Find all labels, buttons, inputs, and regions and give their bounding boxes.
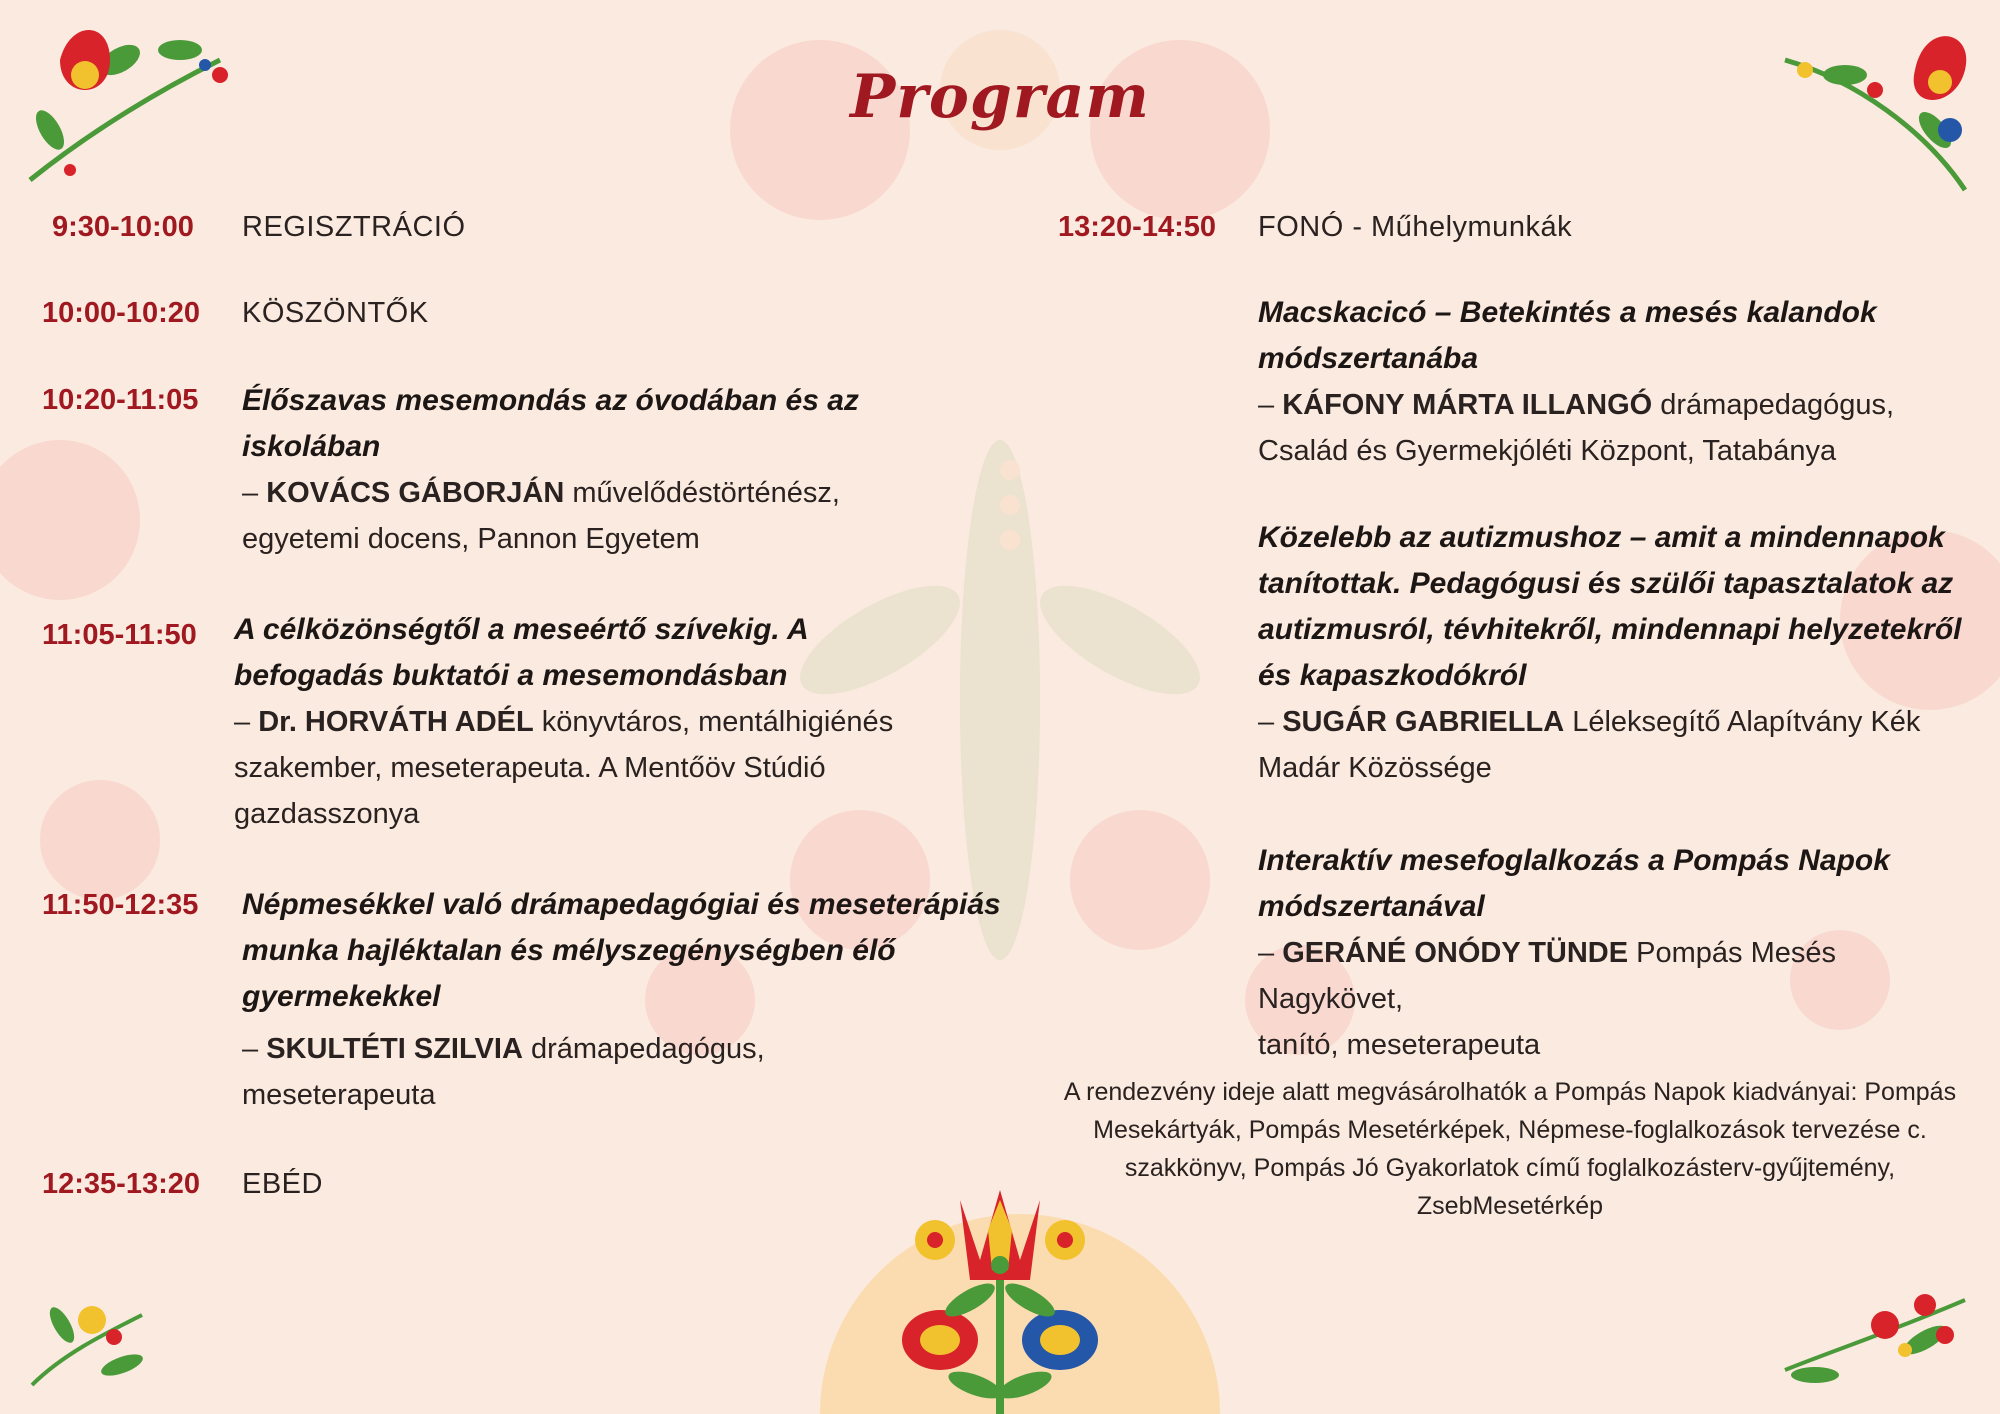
talk2-speaker-line [234, 699, 1014, 745]
ws3-dash: – [1258, 937, 1283, 969]
ws1-speaker: KÁFONY MÁRTA ILLANGÓ [1282, 389, 1653, 421]
workshop-3 [1258, 838, 1978, 1068]
session-talk2 [234, 607, 1014, 837]
ws2-title-l1: Közelebb az autizmushoz – amit a mindennapok [1258, 521, 1945, 554]
talk3-title-l3: gyermekekkel [242, 980, 441, 1013]
talk1-speaker-line [242, 470, 1012, 516]
ws3-role-l1: Pompás Mesés Nagykövet, [1258, 937, 1836, 1015]
talk2-role-l3: gazdasszonya [234, 798, 420, 830]
publications-note [1055, 1073, 1965, 1225]
talk3-title-l2: munka hajléktalan és mélyszegénységben élő [242, 934, 896, 967]
ws3-speaker: GERÁNÉ ONÓDY TÜNDE [1282, 937, 1629, 969]
ws3-role-l2: tanító, meseterapeuta [1258, 1029, 1541, 1061]
workshop-1 [1258, 290, 1978, 474]
note-line-1: A rendezvény ideje alatt megvásárolhatók a Pompás Napok kiadványai: Pompás [1063, 1078, 1957, 1106]
note-line-2: Mesekártyák, Pompás Mesetérképek, Népmese-foglalkozások tervezése c. [1093, 1116, 1927, 1144]
ws1-title-l2: módszertanába [1258, 342, 1479, 375]
talk2-role-l2: szakember, meseterapeuta. A Mentőöv Stúdió [234, 752, 826, 784]
ws3-speaker-line [1258, 930, 1978, 1022]
time-talk3: 11:50-12:35 [42, 889, 199, 921]
time-registration: 9:30-10:00 [52, 211, 194, 243]
session-talk1 [242, 378, 1012, 562]
time-workshop: 13:20-14:50 [1058, 211, 1216, 243]
talk2-dash: – [234, 706, 259, 738]
label-lunch: EBÉD [242, 1168, 323, 1200]
workshop-2 [1258, 515, 1978, 791]
ws2-title-l2: tanítottak. Pedagógusi és szülői tapasztalatok az [1258, 567, 1954, 600]
time-talk2: 11:05-11:50 [42, 619, 197, 651]
note-line-3: szakkönyv, Pompás Jó Gyakorlatok című foglalkozásterv-gyűjtemény, [1124, 1154, 1896, 1182]
ws2-speaker-line [1258, 699, 1978, 745]
time-talk1: 10:20-11:05 [42, 384, 199, 416]
ws1-title-l1: Macskacicó – Betekintés a mesés kalandok [1258, 296, 1877, 329]
ws1-dash: – [1258, 389, 1283, 421]
time-lunch: 12:35-13:20 [42, 1168, 200, 1200]
session-talk3 [242, 882, 1022, 1118]
ws1-speaker-line [1258, 382, 1978, 428]
talk3-title-l1: Népmesékkel való drámapedagógiai és meseterápiás [242, 888, 1001, 921]
talk1-dash: – [242, 477, 267, 509]
talk3-speaker: SKULTÉTI SZILVIA [266, 1033, 523, 1065]
ws3-title-l1: Interaktív mesefoglalkozás a Pompás Napok [1258, 844, 1890, 877]
ws1-role-l1: drámapedagógus, [1652, 389, 1895, 421]
talk3-dash: – [242, 1033, 267, 1065]
label-workshop: FONÓ - Műhelymunkák [1258, 211, 1573, 243]
talk3-role-l1: drámapedagógus, [522, 1033, 765, 1065]
corner-flower-bottom-left [22, 1285, 162, 1395]
note-line-4: ZsebMesetérkép [1416, 1192, 1604, 1220]
ws2-speaker: SUGÁR GABRIELLA [1282, 706, 1565, 738]
talk1-speaker: KOVÁCS GÁBORJÁN [266, 477, 565, 509]
talk2-speaker: Dr. HORVÁTH ADÉL [258, 706, 534, 738]
talk1-role-l1: művelődéstörténész, [564, 477, 840, 509]
talk1-title-l2: iskolában [242, 430, 381, 463]
ws2-role-l1: Léleksegítő Alapítvány Kék [1564, 706, 1921, 738]
corner-flower-bottom-right [1775, 1280, 1975, 1400]
talk3-speaker-line [242, 1026, 1022, 1072]
talk2-title-l2: befogadás buktatói a mesemondásban [234, 659, 788, 692]
ws1-role-l2: Család és Gyermekjóléti Központ, Tatabánya [1258, 435, 1837, 467]
ws2-role-l2: Madár Közössége [1258, 752, 1492, 784]
ws2-title-l4: és kapaszkodókról [1258, 659, 1527, 692]
label-welcome: KÖSZÖNTŐK [242, 297, 429, 329]
talk3-role-l2: meseterapeuta [242, 1079, 436, 1111]
page-title: Program [850, 62, 1150, 132]
talk2-role-l1: könyvtáros, mentálhigiénés [533, 706, 894, 738]
talk2-title-l1: A célközönségtől a meseértő szívekig. A [234, 613, 809, 646]
ws3-title-l2: módszertanával [1258, 890, 1485, 923]
ws2-dash: – [1258, 706, 1283, 738]
talk1-role-l2: egyetemi docens, Pannon Egyetem [242, 523, 700, 555]
talk1-title-l1: Élőszavas mesemondás az óvodában és az [242, 384, 859, 417]
label-registration: REGISZTRÁCIÓ [242, 211, 466, 243]
ws2-title-l3: autizmusról, tévhitekről, mindennapi helyzetekről [1258, 613, 1962, 646]
time-welcome: 10:00-10:20 [42, 297, 200, 329]
